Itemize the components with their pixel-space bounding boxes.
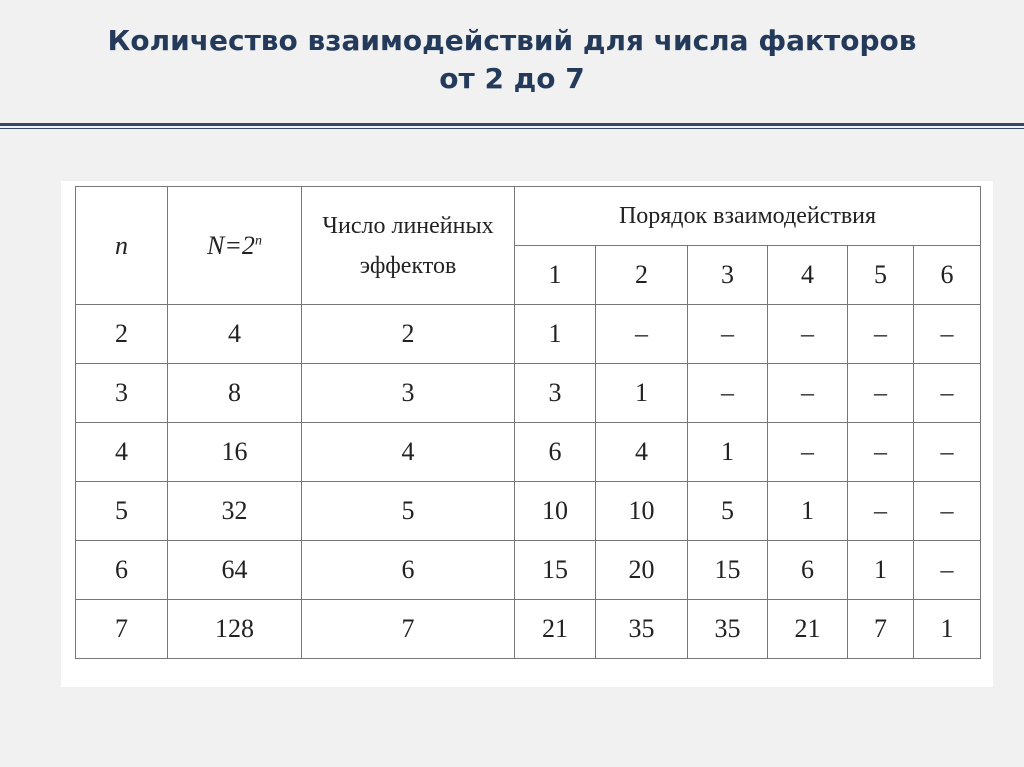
table-panel bbox=[61, 181, 993, 687]
cell-linear: 6 bbox=[302, 541, 515, 600]
cell-order-4: – bbox=[768, 423, 848, 482]
table-row bbox=[76, 364, 981, 423]
cell-order-3: 1 bbox=[688, 423, 768, 482]
table-row bbox=[76, 541, 981, 600]
cell-order-2: 1 bbox=[596, 364, 688, 423]
cell-N: 128 bbox=[168, 600, 302, 659]
cell-N: 32 bbox=[168, 482, 302, 541]
header-N bbox=[168, 187, 302, 305]
cell-order-1: 3 bbox=[515, 364, 596, 423]
cell-linear: 5 bbox=[302, 482, 515, 541]
header-order-2: 2 bbox=[596, 246, 688, 305]
cell-order-2: – bbox=[596, 305, 688, 364]
cell-order-5: – bbox=[848, 364, 914, 423]
header-order-6: 6 bbox=[914, 246, 981, 305]
cell-order-2: 35 bbox=[596, 600, 688, 659]
slide-title-line-1: Количество взаимодействий для числа факторов bbox=[107, 24, 917, 57]
cell-order-5: 7 bbox=[848, 600, 914, 659]
cell-order-4: – bbox=[768, 364, 848, 423]
header-linear-effects-line-1: Число линейных bbox=[322, 212, 494, 239]
header-row-1 bbox=[76, 187, 981, 246]
table-row bbox=[76, 305, 981, 364]
cell-N: 4 bbox=[168, 305, 302, 364]
header-N-label bbox=[207, 231, 262, 260]
cell-order-6: – bbox=[914, 423, 981, 482]
cell-N: 8 bbox=[168, 364, 302, 423]
cell-order-4: 21 bbox=[768, 600, 848, 659]
cell-order-3: 35 bbox=[688, 600, 768, 659]
header-order-4: 4 bbox=[768, 246, 848, 305]
cell-order-3: – bbox=[688, 305, 768, 364]
slide-title-line-2: от 2 до 7 bbox=[439, 62, 585, 95]
header-linear-effects bbox=[302, 187, 515, 305]
cell-order-3: 5 bbox=[688, 482, 768, 541]
header-order-3: 3 bbox=[688, 246, 768, 305]
cell-n: 6 bbox=[76, 541, 168, 600]
cell-linear: 3 bbox=[302, 364, 515, 423]
cell-N: 64 bbox=[168, 541, 302, 600]
cell-order-6: – bbox=[914, 482, 981, 541]
table-row bbox=[76, 600, 981, 659]
cell-order-1: 1 bbox=[515, 305, 596, 364]
cell-order-1: 15 bbox=[515, 541, 596, 600]
cell-order-5: 1 bbox=[848, 541, 914, 600]
cell-order-1: 21 bbox=[515, 600, 596, 659]
header-N-base: N=2 bbox=[207, 230, 255, 260]
cell-linear: 4 bbox=[302, 423, 515, 482]
cell-n: 2 bbox=[76, 305, 168, 364]
cell-n: 3 bbox=[76, 364, 168, 423]
header-order-1: 1 bbox=[515, 246, 596, 305]
header-n-label: n bbox=[115, 230, 128, 260]
cell-order-4: – bbox=[768, 305, 848, 364]
cell-order-6: – bbox=[914, 305, 981, 364]
cell-order-3: – bbox=[688, 364, 768, 423]
cell-order-4: 6 bbox=[768, 541, 848, 600]
table-row bbox=[76, 423, 981, 482]
cell-order-2: 20 bbox=[596, 541, 688, 600]
cell-order-5: – bbox=[848, 482, 914, 541]
header-n bbox=[76, 187, 168, 305]
slide-title bbox=[0, 22, 1024, 98]
cell-order-6: – bbox=[914, 364, 981, 423]
header-linear-effects-line-2: эффектов bbox=[359, 252, 457, 279]
cell-order-2: 4 bbox=[596, 423, 688, 482]
cell-order-4: 1 bbox=[768, 482, 848, 541]
cell-order-2: 10 bbox=[596, 482, 688, 541]
header-order-5: 5 bbox=[848, 246, 914, 305]
table-row bbox=[76, 482, 981, 541]
interactions-table bbox=[75, 186, 981, 659]
cell-order-3: 15 bbox=[688, 541, 768, 600]
header-N-exponent: n bbox=[254, 232, 262, 248]
cell-linear: 7 bbox=[302, 600, 515, 659]
cell-order-1: 10 bbox=[515, 482, 596, 541]
cell-n: 5 bbox=[76, 482, 168, 541]
title-divider-thick bbox=[0, 123, 1024, 126]
title-divider-thin bbox=[0, 128, 1024, 129]
cell-order-5: – bbox=[848, 305, 914, 364]
cell-order-6: 1 bbox=[914, 600, 981, 659]
cell-order-1: 6 bbox=[515, 423, 596, 482]
cell-order-6: – bbox=[914, 541, 981, 600]
cell-linear: 2 bbox=[302, 305, 515, 364]
header-interaction-order: Порядок взаимодействия bbox=[515, 187, 981, 246]
cell-n: 7 bbox=[76, 600, 168, 659]
cell-n: 4 bbox=[76, 423, 168, 482]
cell-order-5: – bbox=[848, 423, 914, 482]
cell-N: 16 bbox=[168, 423, 302, 482]
